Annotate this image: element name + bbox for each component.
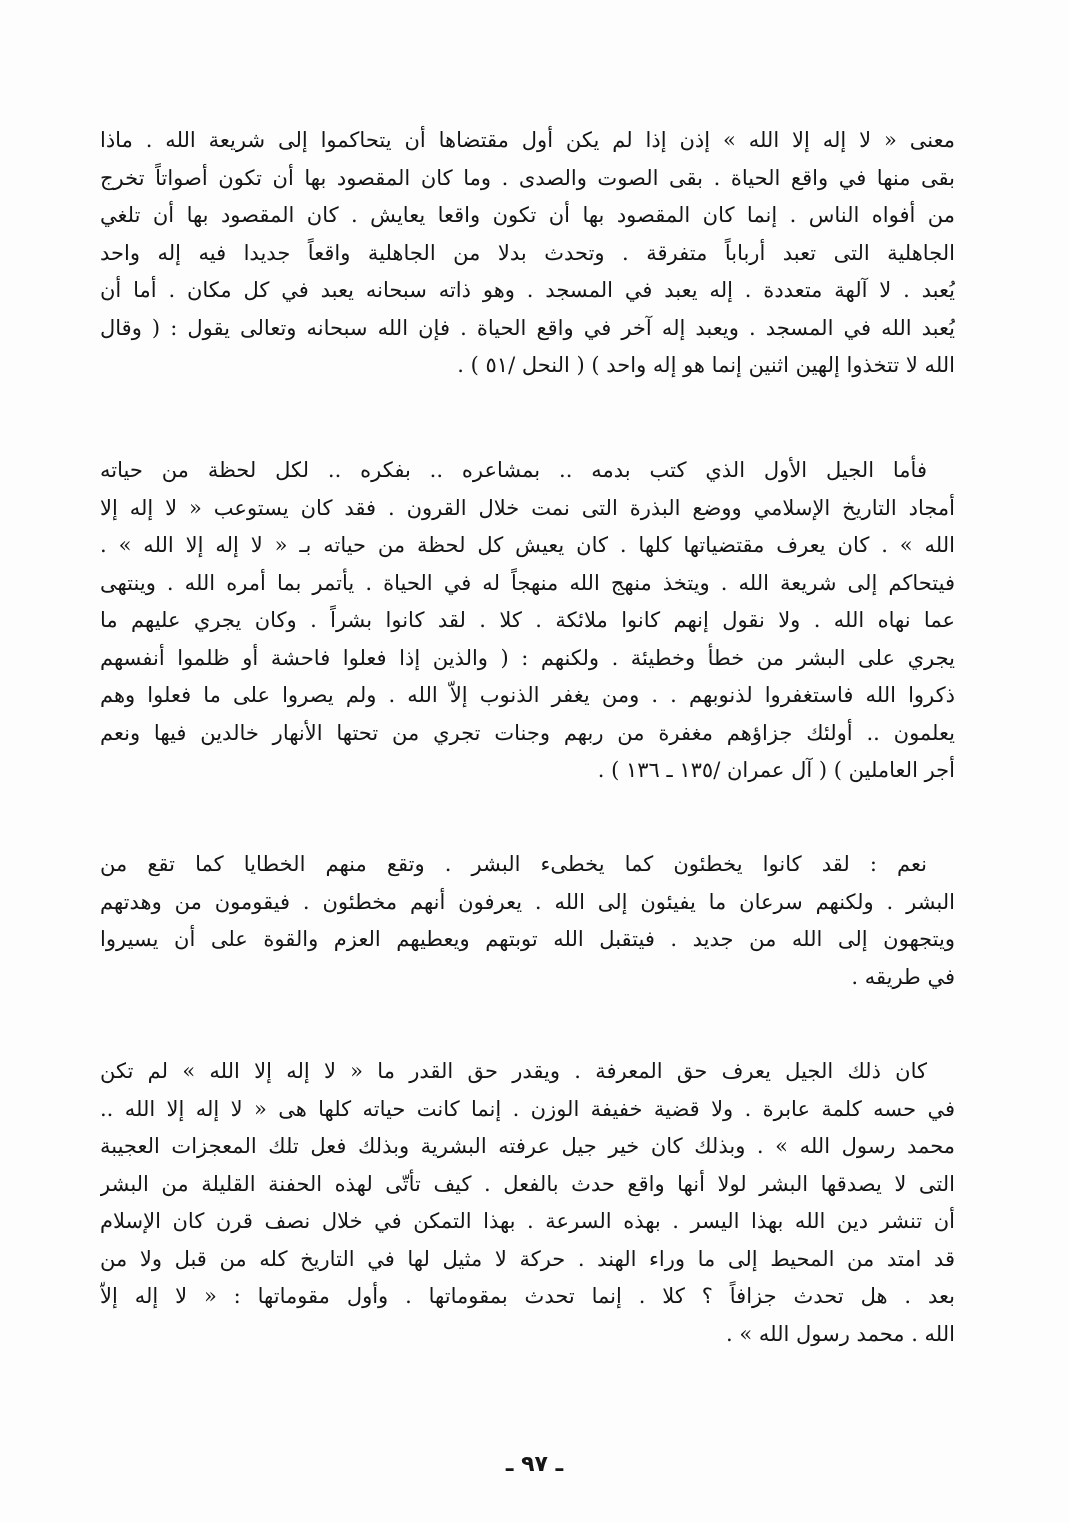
text-line: في طريقه . <box>851 964 955 989</box>
text-line: أن تنشر دين الله بهذا اليسر . بهذه السرعة . بهذا التمكن في خلال نصف قرن كان الإسلام <box>100 1209 955 1233</box>
text-line: الله . محمد رسول الله » . <box>726 1321 955 1346</box>
text-line: أجر العاملين ) ( آل عمران /١٣٥ ـ ١٣٦ ) . <box>597 758 955 782</box>
text-line: الله » . كان يعرف مقتضياتها كلها . كان يعيش كل لحظة من حياته بـ « لا إله إلا الله » . <box>100 533 955 557</box>
paragraph-1 <box>100 122 955 385</box>
text-line: ذكروا الله فاستغفروا لذنوبهم . . ومن يغفر الذنوب إلاّ الله . ولم يصروا على ما فعلوا وهم <box>100 683 955 707</box>
text-line: كان ذلك الجيل يعرف حق المعرفة . ويقدر حق القدر ما « لا إله إلا الله » لم تكن <box>100 1059 927 1083</box>
text-line: في حسه كلمة عابرة . ولا قضية خفيفة الوزن . إنما كانت حياته كلها هى « لا إله إلا الله .. <box>100 1096 955 1121</box>
text-line: فأما الجيل الأول الذي كتب بدمه .. بمشاعره .. بفكره .. لكل لحظة من حياته <box>100 458 927 482</box>
text-line: التى لا يصدقها البشر لولا أنها واقع حدث بالفعل . كيف تأتّى لهذه الحفنة القليلة من البشر <box>100 1171 955 1196</box>
text-line: البشر . ولكنهم سرعان ما يفيئون إلى الله . يعرفون أنهم مخطئون . فيقومون من وهدتهم <box>100 889 955 914</box>
text-line: من أفواه الناس . إنما كان المقصود بها أن تكون واقعا يعايش . كان المقصود بها أن تلغي <box>100 203 955 227</box>
page-number: ـ ٩٧ ـ <box>505 1452 564 1477</box>
text-line: بقى منها في واقع الحياة . بقى الصوت والصدى . وما كان المقصود بها أن تكون أصواتاً تخرج <box>100 165 955 190</box>
text-line: ويتجهون إلى الله من جديد . فيتقبل الله توبتهم ويعطيهم العزم والقوة على أن يسيروا <box>100 927 955 951</box>
text-line: يُعبد الله في المسجد . ويعبد إله آخر في واقع الحياة . فإن الله سبحانه وتعالى يقول : ( وقال <box>100 315 955 340</box>
text-line: أمجاد التاريخ الإسلامي ووضع البذرة التى نمت خلال القرون . فقد كان يستوعب « لا إله إلا <box>100 495 955 520</box>
paragraph-4 <box>100 1053 955 1353</box>
paragraph-2 <box>100 452 955 790</box>
paragraph-3 <box>100 846 955 996</box>
text-line: الله لا تتخذوا إلهين اثنين إنما هو إله واحد ) ( النحل /٥١ ) . <box>457 353 955 377</box>
text-line: يعلمون .. أولئك جزاؤهم مغفرة من ربهم وجنات تجري من تحتها الأنهار خالدين فيها ونعم <box>100 720 955 745</box>
text-line: الجاهلية التى تعبد أرباباً متفرقة . وتحدث بدلا من الجاهلية واقعاً جديدا فيه إله واحد <box>100 240 955 265</box>
text-line: يُعبد . لا آلهة متعددة . إله يعبد في المسجد . وهو ذاته سبحانه يعبد في كل مكان . أما أن <box>100 278 955 302</box>
text-line: محمد رسول الله » . وبذلك كان خير جيل عرفته البشرية وبذلك فعل تلك المعجزات العجيبة <box>100 1134 955 1158</box>
text-line: عما نهاه الله . ولا نقول إنهم كانوا ملائكة . كلا . لقد كانوا بشراً . وكان يجري عليهم ما <box>100 608 955 632</box>
text-line: قد امتد من المحيط إلى ما وراء الهند . حركة لا مثيل لها في التاريخ كله من قبل ولا من <box>100 1246 955 1271</box>
text-line: معنى « لا إله إلا الله » إذن إذا لم يكن أول مقتضاها أن يتحاكموا إلى شريعة الله . ماذا <box>100 128 955 152</box>
text-line: يجري على البشر من خطأ وخطيئة . ولكنهم : ( والذين إذا فعلوا فاحشة أو ظلموا أنفسهم <box>100 645 955 670</box>
text-line: فيتحاكم إلى شريعة الله . ويتخذ منهج الله منهجاً له في الحياة . يأتمر بما أمره الله . وينتهى <box>100 570 955 595</box>
text-line: بعد . هل تحدث جزافاً ؟ كلا . إنما تحدث بمقوماتها . وأول مقوماتها : « لا إله إلاّ <box>100 1284 955 1308</box>
text-line: نعم : لقد كانوا يخطئون كما يخطىء البشر . وتقع منهم الخطايا كما تقع من <box>100 852 927 876</box>
